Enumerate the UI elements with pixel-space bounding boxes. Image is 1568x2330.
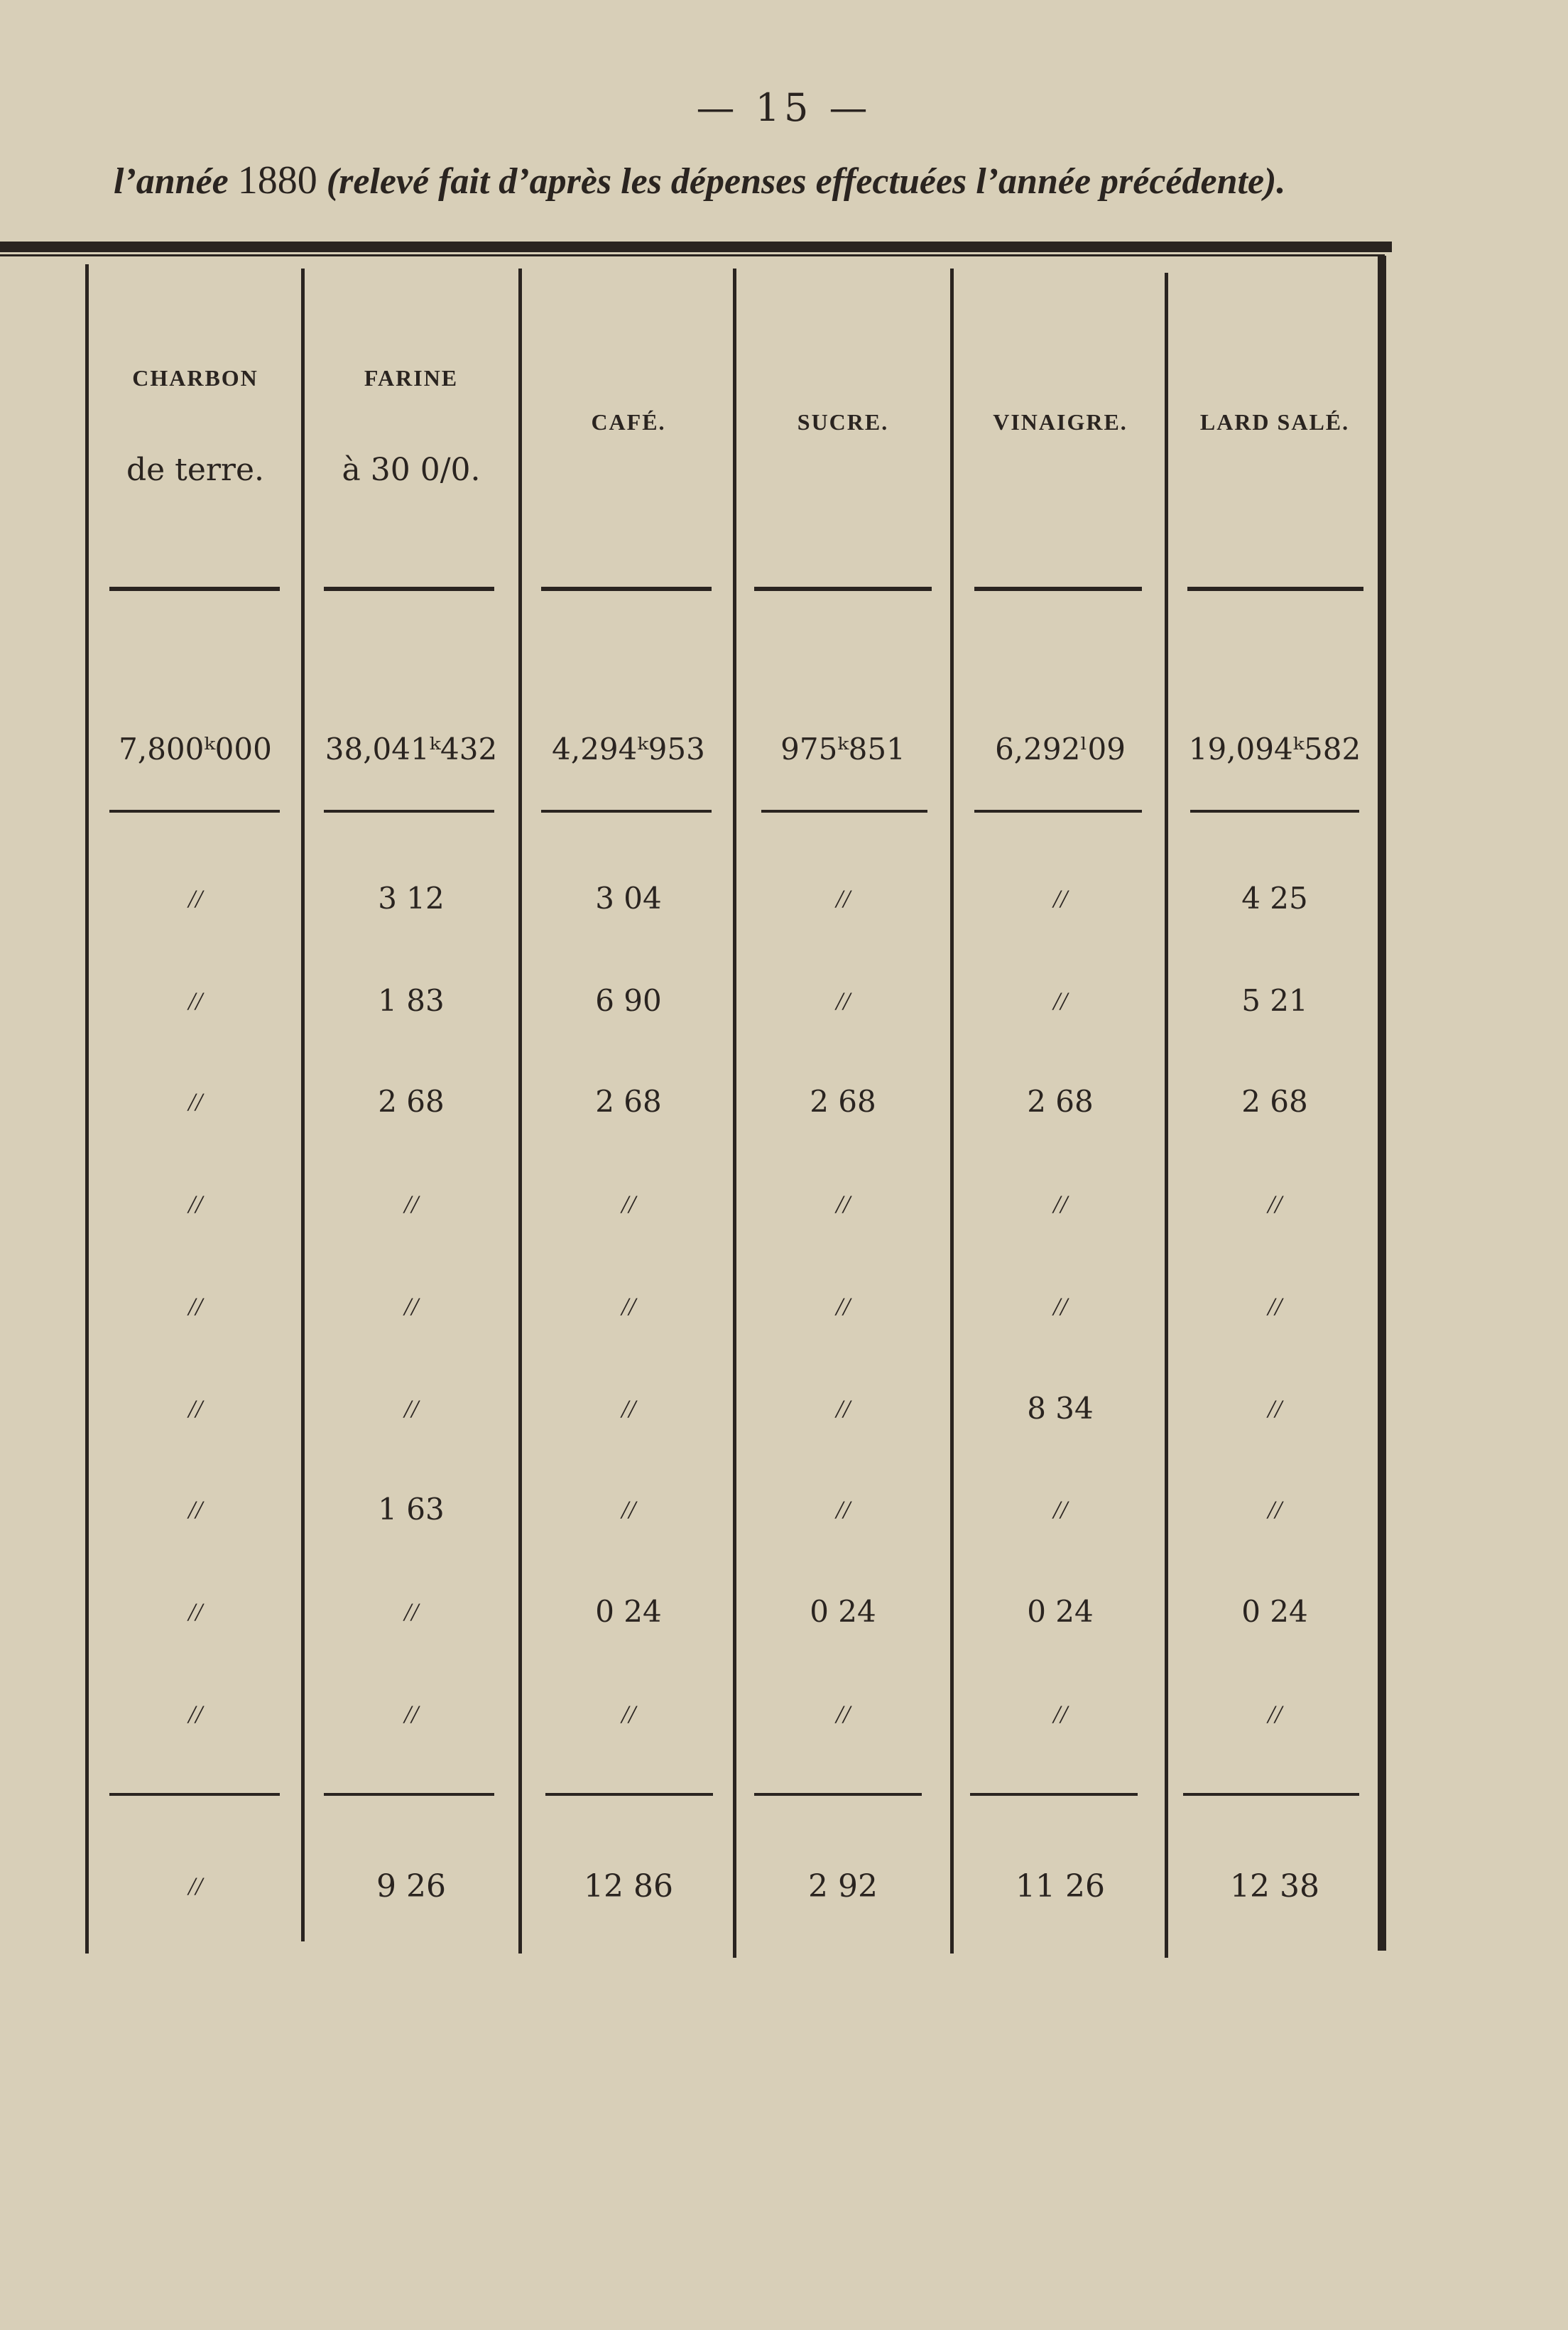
quantity-cafe: 4,294ᵏ953: [552, 732, 705, 766]
total-cell: 12 86: [584, 1868, 673, 1904]
page-number: — 15 —: [696, 85, 872, 130]
quantity-rule: [109, 810, 280, 813]
table-cell: //: [403, 1190, 418, 1218]
table-cell: //: [835, 1292, 850, 1321]
header-rule: [754, 587, 932, 591]
header-farine: FARINE: [364, 365, 459, 391]
quantity-sucre: 975ᵏ851: [780, 732, 905, 766]
table-cell: //: [835, 1495, 850, 1524]
table-cell: //: [1267, 1394, 1282, 1423]
header-cafe: CAFÉ.: [591, 409, 666, 435]
totals-rule: [109, 1793, 280, 1796]
table-cell: //: [835, 987, 850, 1015]
table-cell: //: [621, 1394, 636, 1423]
table-cell: 1 63: [378, 1492, 445, 1527]
table-cell: 1 83: [378, 983, 445, 1018]
totals-rule: [970, 1793, 1138, 1796]
total-cell: //: [187, 1872, 202, 1900]
table-cell: //: [621, 1700, 636, 1728]
table-cell: 3 04: [595, 881, 662, 916]
total-cell: 2 92: [808, 1868, 878, 1904]
table-cell: 3 12: [378, 881, 445, 916]
total-cell: 12 38: [1230, 1868, 1319, 1904]
quantity-rule: [324, 810, 494, 813]
table-cell: //: [187, 1292, 202, 1321]
table-cell: //: [835, 1190, 850, 1218]
table-cell: //: [835, 1700, 850, 1728]
table-cell: //: [187, 884, 202, 913]
table-cell: //: [1267, 1495, 1282, 1524]
table-cell: 2 68: [1241, 1084, 1308, 1119]
table-cell: //: [187, 1700, 202, 1728]
table-cell: 2 68: [378, 1084, 445, 1119]
table-cell: //: [187, 1598, 202, 1626]
table-cell: //: [1267, 1292, 1282, 1321]
quantity-rule: [1190, 810, 1359, 813]
table-cell: 4 25: [1241, 881, 1308, 916]
table-cell: //: [1052, 1495, 1067, 1524]
table-cell: 5 21: [1241, 983, 1308, 1018]
heading-note: (relevé fait d’après les dépenses effectuées l’année précédente).: [326, 161, 1286, 202]
header-rule: [324, 587, 494, 591]
table-cell: //: [403, 1292, 418, 1321]
table-cell: //: [835, 1394, 850, 1423]
total-cell: 9 26: [376, 1868, 446, 1904]
header-charbon: CHARBON: [132, 365, 258, 391]
table-cell: //: [1267, 1190, 1282, 1218]
table-cell: //: [1052, 987, 1067, 1015]
quantity-rule: [541, 810, 712, 813]
table-cell: 2 68: [1027, 1084, 1094, 1119]
table-cell: 0 24: [1241, 1594, 1308, 1629]
heading-prefix: l’année: [114, 161, 229, 202]
table-cell: //: [187, 1088, 202, 1116]
table-cell: //: [187, 1495, 202, 1524]
table-cell: 0 24: [810, 1594, 876, 1629]
table-cell: //: [621, 1495, 636, 1524]
subheader-farine: à 30 0/0.: [342, 452, 481, 488]
totals-rule: [545, 1793, 713, 1796]
table-cell: //: [403, 1700, 418, 1728]
table-cell: 8 34: [1027, 1391, 1094, 1426]
header-sucre: SUCRE.: [797, 409, 889, 435]
table-cell: //: [187, 1394, 202, 1423]
table-cell: //: [1052, 1700, 1067, 1728]
table-cell: //: [1052, 1292, 1067, 1321]
heading-year: 1880: [237, 158, 317, 202]
quantity-rule: [761, 810, 927, 813]
table-cell: 2 68: [595, 1084, 662, 1119]
total-cell: 11 26: [1016, 1868, 1105, 1904]
table-cell: //: [1052, 884, 1067, 913]
table-cell: //: [187, 987, 202, 1015]
header-rule: [109, 587, 280, 591]
subheader-charbon: de terre.: [126, 452, 264, 488]
table-cell: //: [835, 884, 850, 913]
quantity-farine: 38,041ᵏ432: [325, 732, 498, 766]
totals-rule: [324, 1793, 494, 1796]
table-cell: //: [621, 1292, 636, 1321]
quantity-vinaigre: 6,292ˡ09: [995, 732, 1126, 766]
totals-rule: [754, 1793, 922, 1796]
quantity-rule: [974, 810, 1142, 813]
table-cell: 2 68: [810, 1084, 876, 1119]
quantity-lard-sale: 19,094ᵏ582: [1188, 732, 1361, 766]
table-cell: //: [403, 1394, 418, 1423]
table-cell: 0 24: [595, 1594, 662, 1629]
table-cell: //: [1267, 1700, 1282, 1728]
table-cell: //: [403, 1598, 418, 1626]
header-vinaigre: VINAIGRE.: [993, 409, 1128, 435]
table-cell: //: [187, 1190, 202, 1218]
totals-rule: [1183, 1793, 1359, 1796]
table-cell: 0 24: [1027, 1594, 1094, 1629]
table-cell: 6 90: [595, 983, 662, 1018]
header-rule: [1187, 587, 1363, 591]
table-cell: //: [621, 1190, 636, 1218]
header-lard-sale: LARD SALÉ.: [1199, 409, 1350, 435]
header-rule: [974, 587, 1142, 591]
table-cell: //: [1052, 1190, 1067, 1218]
header-rule: [541, 587, 712, 591]
quantity-charbon: 7,800ᵏ000: [119, 732, 272, 766]
